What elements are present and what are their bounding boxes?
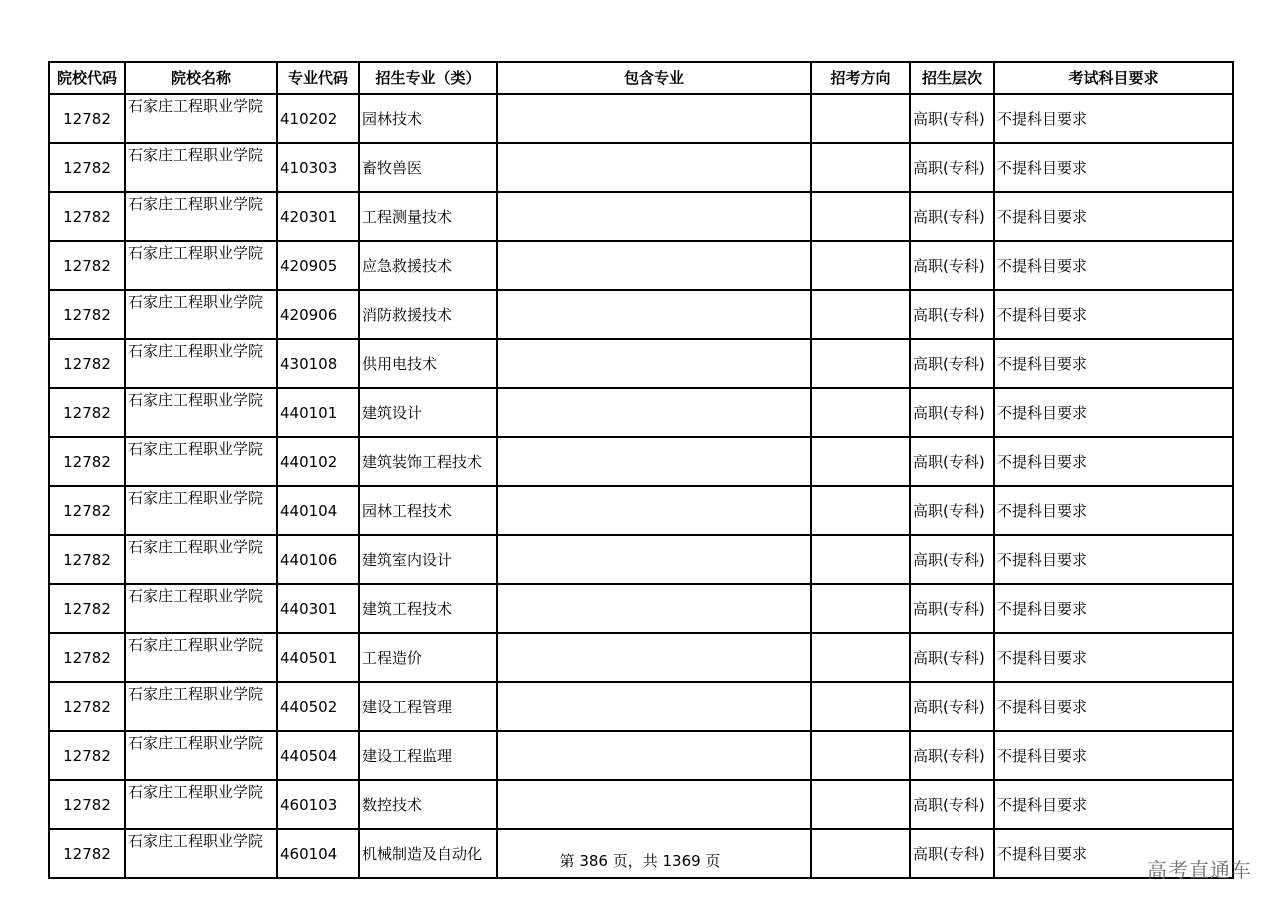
school-code-cell: 12782 — [49, 731, 125, 780]
level-cell: 高职(专科) — [910, 535, 994, 584]
table-row — [49, 192, 1233, 241]
school-name-cell: 石家庄工程职业学院 — [125, 682, 277, 731]
school-name-cell: 石家庄工程职业学院 — [125, 486, 277, 535]
header-major-name: 招生专业（类） — [359, 62, 497, 94]
table-row — [49, 94, 1233, 143]
subject-requirement-cell: 不提科目要求 — [994, 633, 1233, 682]
level-cell: 高职(专科) — [910, 829, 994, 878]
school-code-cell: 12782 — [49, 829, 125, 878]
school-name-cell: 石家庄工程职业学院 — [125, 437, 277, 486]
major-name-cell: 建筑设计 — [359, 388, 497, 437]
major-code-cell: 420301 — [277, 192, 359, 241]
direction-cell — [811, 388, 910, 437]
school-name-cell: 石家庄工程职业学院 — [125, 584, 277, 633]
direction-cell — [811, 339, 910, 388]
major-code-cell: 440106 — [277, 535, 359, 584]
page-number: 第 386 页，共 1369 页 — [559, 852, 721, 870]
level-cell: 高职(专科) — [910, 437, 994, 486]
level-cell: 高职(专科) — [910, 290, 994, 339]
table-header-row — [49, 62, 1233, 94]
direction-cell — [811, 731, 910, 780]
direction-cell — [811, 584, 910, 633]
level-cell: 高职(专科) — [910, 94, 994, 143]
major-name-cell: 建筑装饰工程技术 — [359, 437, 497, 486]
table-row — [49, 486, 1233, 535]
header-school-name: 院校名称 — [125, 62, 277, 94]
school-code-cell: 12782 — [49, 94, 125, 143]
table-row — [49, 633, 1233, 682]
table-row — [49, 437, 1233, 486]
included-majors-cell — [497, 633, 811, 682]
level-cell: 高职(专科) — [910, 241, 994, 290]
school-name-cell: 石家庄工程职业学院 — [125, 192, 277, 241]
subject-requirement-cell: 不提科目要求 — [994, 780, 1233, 829]
included-majors-cell — [497, 192, 811, 241]
table-row — [49, 388, 1233, 437]
header-included-majors: 包含专业 — [497, 62, 811, 94]
major-code-cell: 410303 — [277, 143, 359, 192]
major-code-cell: 440502 — [277, 682, 359, 731]
table-row — [49, 241, 1233, 290]
table-body — [49, 94, 1233, 878]
school-code-cell: 12782 — [49, 633, 125, 682]
school-code-cell: 12782 — [49, 535, 125, 584]
major-name-cell: 数控技术 — [359, 780, 497, 829]
table-row — [49, 535, 1233, 584]
school-name-cell: 石家庄工程职业学院 — [125, 829, 277, 878]
school-name-cell: 石家庄工程职业学院 — [125, 780, 277, 829]
subject-requirement-cell: 不提科目要求 — [994, 192, 1233, 241]
major-name-cell: 畜牧兽医 — [359, 143, 497, 192]
direction-cell — [811, 437, 910, 486]
school-code-cell: 12782 — [49, 143, 125, 192]
subject-requirement-cell: 不提科目要求 — [994, 486, 1233, 535]
level-cell: 高职(专科) — [910, 486, 994, 535]
direction-cell — [811, 143, 910, 192]
direction-cell — [811, 682, 910, 731]
major-code-cell: 440104 — [277, 486, 359, 535]
school-code-cell: 12782 — [49, 241, 125, 290]
table-row — [49, 143, 1233, 192]
subject-requirement-cell: 不提科目要求 — [994, 535, 1233, 584]
major-name-cell: 建设工程监理 — [359, 731, 497, 780]
school-code-cell: 12782 — [49, 682, 125, 731]
major-name-cell: 工程测量技术 — [359, 192, 497, 241]
header-direction: 招考方向 — [811, 62, 910, 94]
subject-requirement-cell: 不提科目要求 — [994, 682, 1233, 731]
subject-requirement-cell: 不提科目要求 — [994, 437, 1233, 486]
direction-cell — [811, 94, 910, 143]
school-name-cell: 石家庄工程职业学院 — [125, 633, 277, 682]
school-name-cell: 石家庄工程职业学院 — [125, 731, 277, 780]
header-school-code: 院校代码 — [49, 62, 125, 94]
admissions-table-container — [48, 61, 1232, 879]
included-majors-cell — [497, 290, 811, 339]
direction-cell — [811, 192, 910, 241]
admissions-table — [48, 61, 1234, 879]
direction-cell — [811, 780, 910, 829]
included-majors-cell — [497, 535, 811, 584]
school-code-cell: 12782 — [49, 437, 125, 486]
direction-cell — [811, 241, 910, 290]
included-majors-cell — [497, 339, 811, 388]
table-row — [49, 780, 1233, 829]
included-majors-cell — [497, 143, 811, 192]
major-code-cell: 440102 — [277, 437, 359, 486]
major-code-cell: 460103 — [277, 780, 359, 829]
major-code-cell: 410202 — [277, 94, 359, 143]
major-code-cell: 440504 — [277, 731, 359, 780]
major-code-cell: 430108 — [277, 339, 359, 388]
major-code-cell: 460104 — [277, 829, 359, 878]
direction-cell — [811, 486, 910, 535]
school-code-cell: 12782 — [49, 388, 125, 437]
subject-requirement-cell: 不提科目要求 — [994, 241, 1233, 290]
subject-requirement-cell: 不提科目要求 — [994, 829, 1233, 878]
subject-requirement-cell: 不提科目要求 — [994, 584, 1233, 633]
table-row — [49, 682, 1233, 731]
major-name-cell: 建筑室内设计 — [359, 535, 497, 584]
school-code-cell: 12782 — [49, 290, 125, 339]
level-cell: 高职(专科) — [910, 339, 994, 388]
table-row — [49, 731, 1233, 780]
level-cell: 高职(专科) — [910, 682, 994, 731]
header-major-code: 专业代码 — [277, 62, 359, 94]
major-name-cell: 机械制造及自动化 — [359, 829, 497, 878]
major-name-cell: 工程造价 — [359, 633, 497, 682]
subject-requirement-cell: 不提科目要求 — [994, 94, 1233, 143]
school-name-cell: 石家庄工程职业学院 — [125, 143, 277, 192]
direction-cell — [811, 290, 910, 339]
direction-cell — [811, 633, 910, 682]
school-name-cell: 石家庄工程职业学院 — [125, 339, 277, 388]
major-code-cell: 420906 — [277, 290, 359, 339]
school-name-cell: 石家庄工程职业学院 — [125, 94, 277, 143]
included-majors-cell — [497, 780, 811, 829]
level-cell: 高职(专科) — [910, 780, 994, 829]
direction-cell — [811, 535, 910, 584]
school-code-cell: 12782 — [49, 486, 125, 535]
included-majors-cell — [497, 241, 811, 290]
school-code-cell: 12782 — [49, 780, 125, 829]
school-name-cell: 石家庄工程职业学院 — [125, 290, 277, 339]
level-cell: 高职(专科) — [910, 584, 994, 633]
subject-requirement-cell: 不提科目要求 — [994, 143, 1233, 192]
subject-requirement-cell: 不提科目要求 — [994, 339, 1233, 388]
major-code-cell: 440301 — [277, 584, 359, 633]
included-majors-cell — [497, 437, 811, 486]
subject-requirement-cell: 不提科目要求 — [994, 388, 1233, 437]
school-name-cell: 石家庄工程职业学院 — [125, 535, 277, 584]
included-majors-cell — [497, 388, 811, 437]
level-cell: 高职(专科) — [910, 143, 994, 192]
major-name-cell: 供用电技术 — [359, 339, 497, 388]
subject-requirement-cell: 不提科目要求 — [994, 731, 1233, 780]
school-code-cell: 12782 — [49, 584, 125, 633]
level-cell: 高职(专科) — [910, 731, 994, 780]
major-code-cell: 440501 — [277, 633, 359, 682]
school-code-cell: 12782 — [49, 192, 125, 241]
school-name-cell: 石家庄工程职业学院 — [125, 241, 277, 290]
level-cell: 高职(专科) — [910, 192, 994, 241]
major-name-cell: 建筑工程技术 — [359, 584, 497, 633]
table-row — [49, 584, 1233, 633]
header-subject-requirement: 考试科目要求 — [994, 62, 1233, 94]
major-name-cell: 消防救援技术 — [359, 290, 497, 339]
subject-requirement-cell: 不提科目要求 — [994, 290, 1233, 339]
major-name-cell: 建设工程管理 — [359, 682, 497, 731]
school-code-cell: 12782 — [49, 339, 125, 388]
major-code-cell: 440101 — [277, 388, 359, 437]
level-cell: 高职(专科) — [910, 388, 994, 437]
major-name-cell: 应急救援技术 — [359, 241, 497, 290]
major-name-cell: 园林技术 — [359, 94, 497, 143]
table-row — [49, 290, 1233, 339]
table-row — [49, 339, 1233, 388]
major-name-cell: 园林工程技术 — [359, 486, 497, 535]
included-majors-cell — [497, 731, 811, 780]
included-majors-cell — [497, 486, 811, 535]
watermark-logo-text: 高考直通车 — [1147, 858, 1252, 882]
included-majors-cell — [497, 584, 811, 633]
level-cell: 高职(专科) — [910, 633, 994, 682]
included-majors-cell — [497, 94, 811, 143]
major-code-cell: 420905 — [277, 241, 359, 290]
school-name-cell: 石家庄工程职业学院 — [125, 388, 277, 437]
included-majors-cell — [497, 682, 811, 731]
header-level: 招生层次 — [910, 62, 994, 94]
